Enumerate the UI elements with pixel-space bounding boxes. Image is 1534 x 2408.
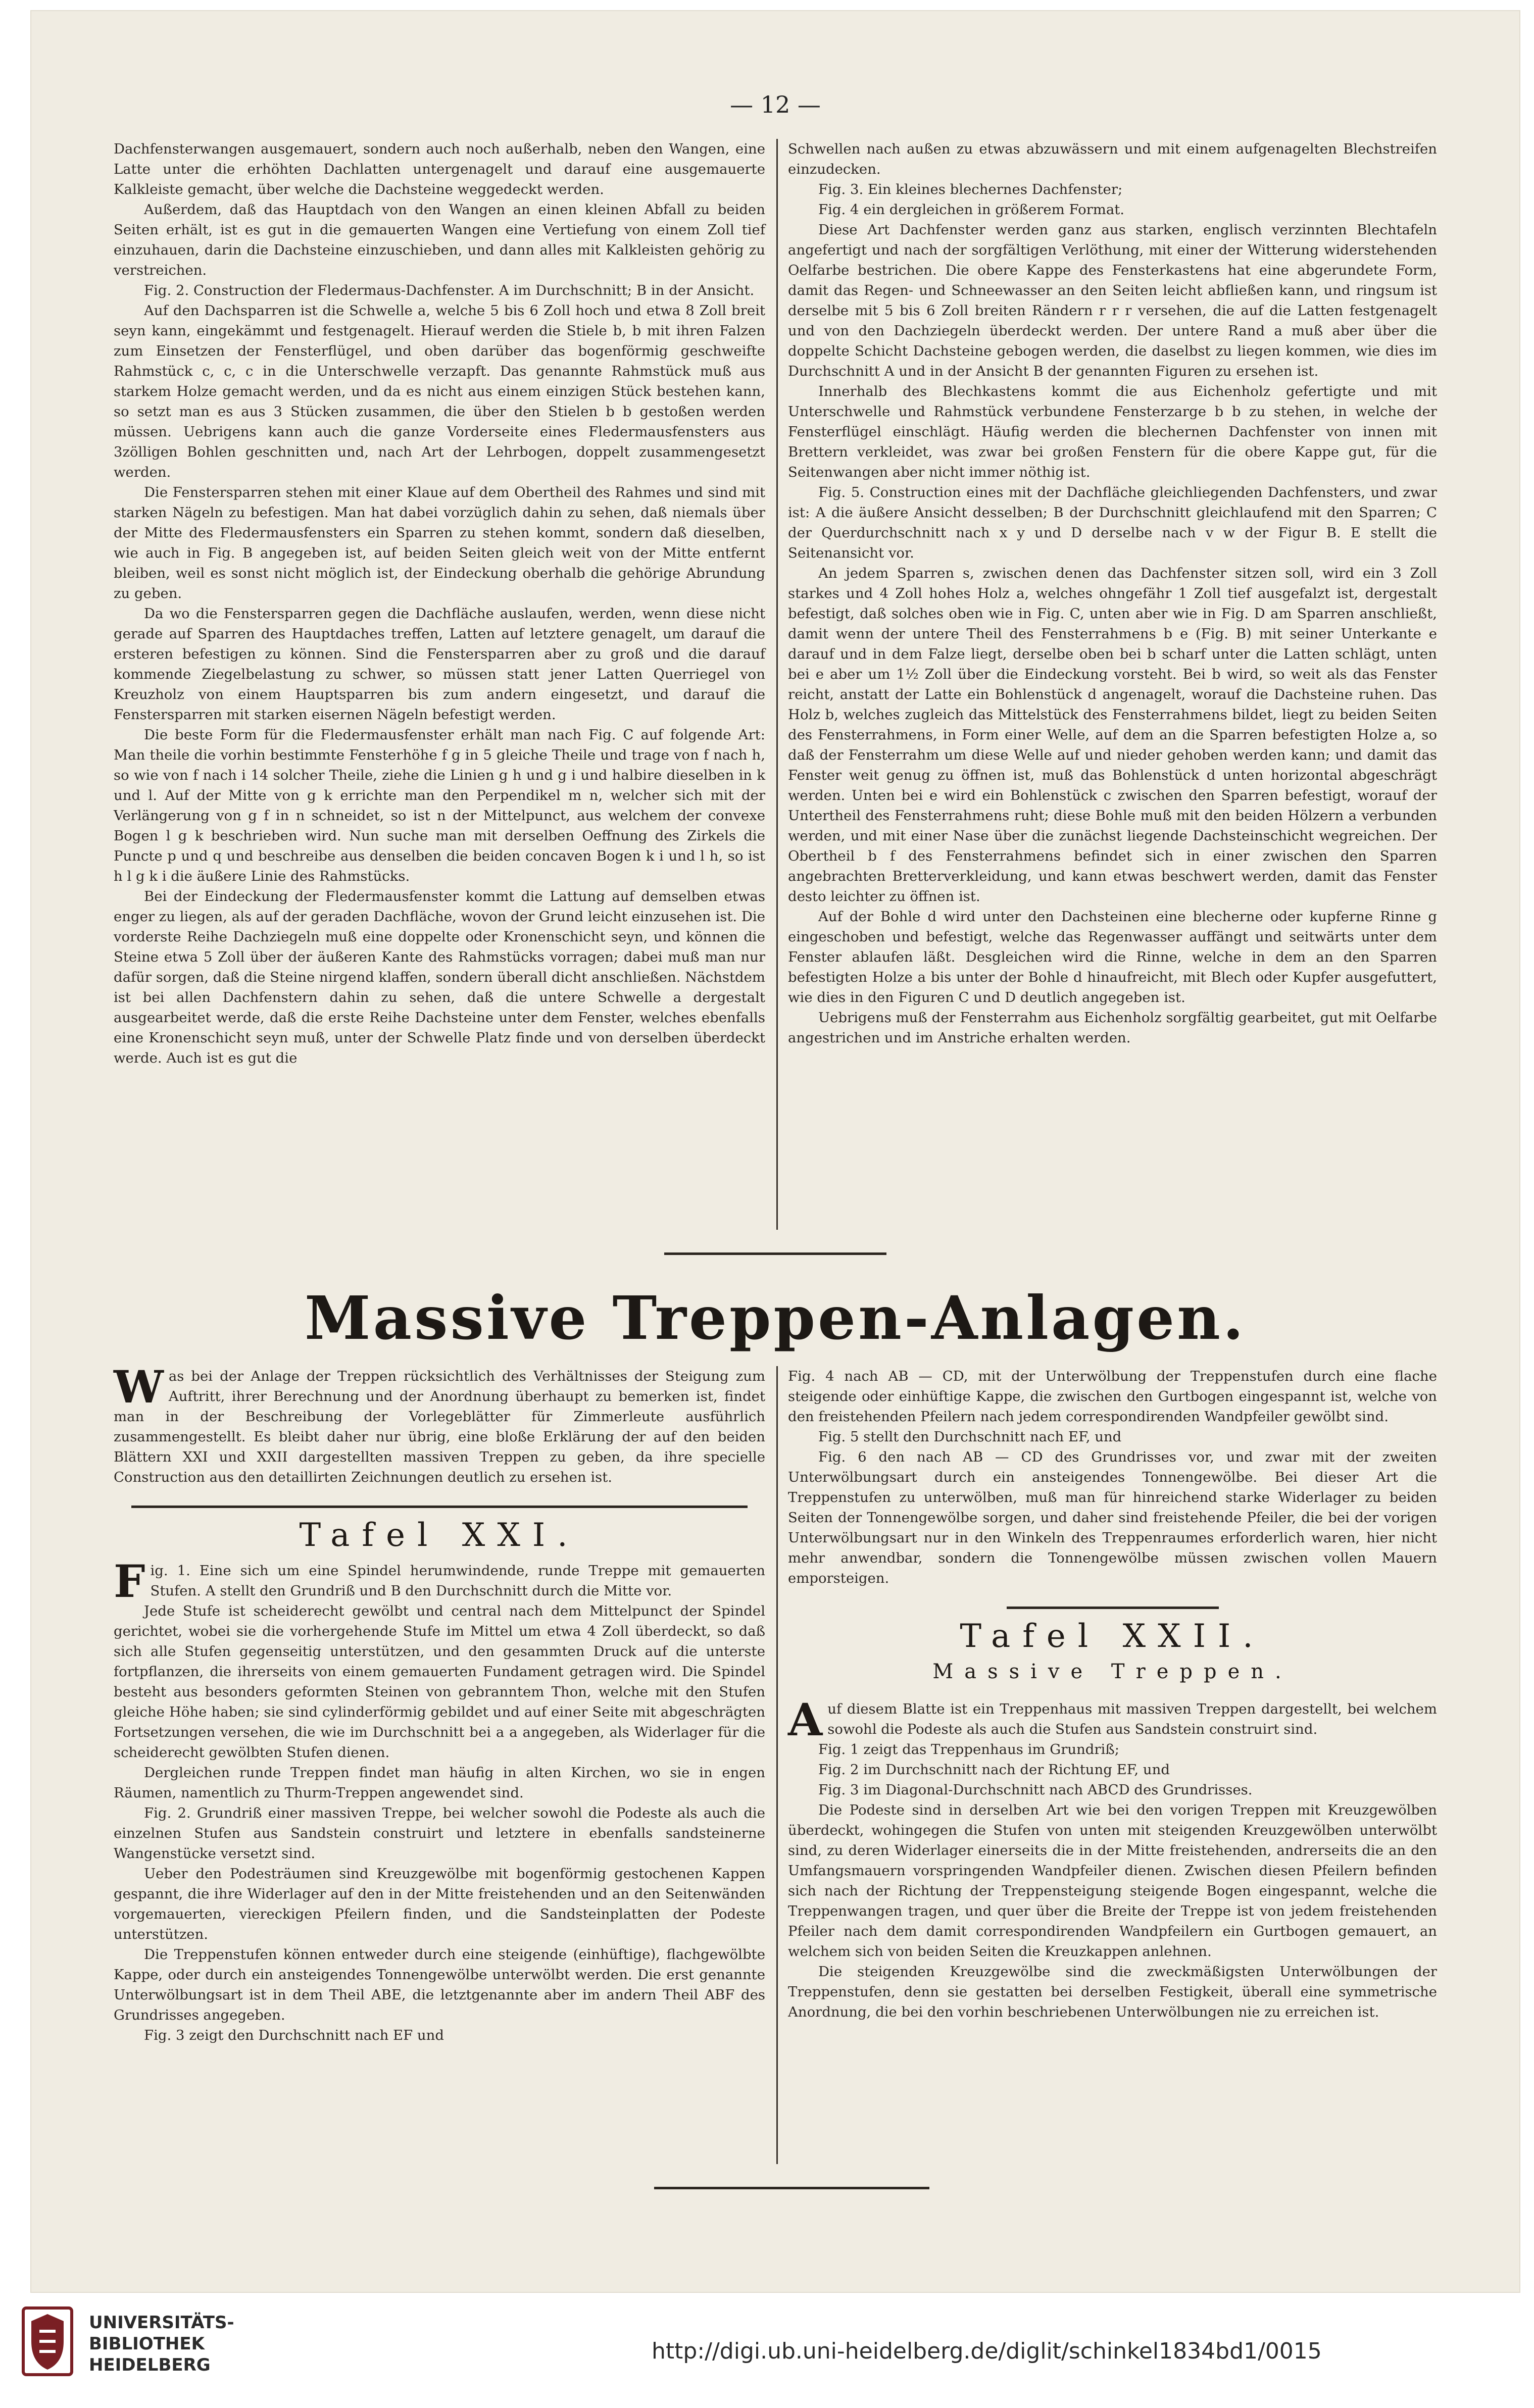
section-rule-top [664, 1252, 886, 1255]
paragraph: Dergleichen runde Treppen findet man häufig in alten Kirchen, wo sie in engen Räumen, namentlich zu Thurm-Treppen angewendet sind. [114, 1765, 765, 1801]
paragraph: Die steigenden Kreuzgewölbe sind die zweckmäßigsten Unterwölbungen der Treppenstufen, denn sie gestatten bei derselben Festigkeit, überall eine symmetrische Anordnung, die bei den vorhin beschriebenen Unterwölbungen nie zu erreichen ist. [788, 1964, 1437, 2020]
paragraph: Die Treppenstufen können entweder durch eine steigende (einhüftige), flachgewölbte Kappe, oder durch ein ansteigendes Tonnengewölbe unterwölbt werden. Die erst genannte Unterwölbungsart ist in dem Theil ABE, die letztgenannte aber im andern Theil ABF des Grundrisses angegeben. [114, 1946, 765, 2023]
paragraph: Auf der Bohle d wird unter den Dachsteinen eine blecherne oder kupferne Rinne g eingeschoben und befestigt, welche das Regenwasser auffängt und seitwärts unter dem Fenster ablaufen läßt. Desgleichen wird die Rinne, welche in dem an den Sparren befestigten Holze a bis unter der Bohle d hinaufreicht, mit Blech oder Kupfer ausgefuttert, wie dies in den Figuren C und D deutlich angegeben ist. [788, 909, 1437, 1006]
paragraph: Die Fenstersparren stehen mit einer Klaue auf dem Obertheil des Rahmes und sind mit starken Nägeln zu befestigen. Man hat dabei vorzüglich dahin zu sehen, daß niemals über der Mitte des Fledermausfensters ein Sparren zu stehen kommt, sondern daß dieselben, wie auch in Fig. B angegeben ist, auf beiden Seiten gleich weit von der Mitte entfernt bleiben, weil es sonst nicht möglich ist, der Eindeckung oberhalb die gehörige Abrundung zu geben. [114, 484, 765, 601]
paragraph: Diese Art Dachfenster werden ganz aus starken, englisch verzinnten Blechtafeln angefertigt und nach der sorgfältigen Verlöthung, mit einer der Witterung widerstehenden Oelfarbe bestrichen. Die obere Kappe des Fensterkastens hat eine abgerundete Form, damit das Regen- und Schneewasser an den Seiten leicht abfließen kann, und ringsum ist derselbe mit 5 bis 6 Zoll breiten Rändern r r r versehen, die auf die Latten festgenagelt und von den Dachziegeln überdeckt werden. Der untere Rand a muß aber über die doppelte Schicht Dachsteine gebogen werden, die daselbst zu liegen kommen, wie dies im Durchschnitt A und in der Ansicht B der genannten Figuren zu ersehen ist. [788, 222, 1437, 379]
lower-left-column [114, 1361, 765, 2045]
paragraph: Die beste Form für die Fledermausfenster erhält man nach Fig. C auf folgende Art: Man theile die vorhin bestimmte Fensterhöhe f g in 5 gleiche Theile und trage von f nach h, so wie von f nach i 14 solcher Theile, ziehe die Linien g h und g i und halbire dieselben in k und l. Auf der Mitte von g k errichte man den Perpendikel m n, welcher sich mit der Verlängerung von g f in n schneidet, so ist n der Mittelpunct, aus welchem der convexe Bogen l g k beschrieben wird. Nun suche man mit derselben Oeffnung des Zirkels die Puncte p und q und beschreibe aus denselben die beiden concaven Bogen k i und l h, so ist h l g k i die äußere Linie des Rahmstücks. [114, 727, 765, 884]
library-name-line: BIBLIOTHEK [89, 2334, 205, 2354]
paragraph: Innerhalb des Blechkastens kommt die aus Eichenholz gefertigte und mit Unterschwelle und Rahmstück verbundene Fensterzarge b b zu stehen, in welche der Fensterflügel einschlägt. Häufig werden die blechernen Dachfenster von innen mit Brettern verkleidet, was zwar bei großen Fenstern für die obere Kappe gut, für die Seitenwangen aber nicht immer nöthig ist. [788, 383, 1437, 480]
intro-paragraph [114, 1361, 765, 1487]
library-name [89, 2312, 234, 2376]
library-name-line: UNIVERSITÄTS- [89, 2313, 234, 2333]
paragraph: Fig. 3. Ein kleines blechernes Dachfenster; [818, 181, 1123, 197]
paragraph: Bei der Eindeckung der Fledermausfenster kommt die Lattung auf demselben etwas enger zu liegen, als auf der geraden Dachfläche, wovon der Grund leicht einzusehen ist. Die vorderste Reihe Dachziegeln muß eine doppelte oder Kronenschicht seyn, und können die Steine etwa 5 Zoll über der äußeren Kante des Rahmstücks vorragen; dabei muß man nur dafür sorgen, daß die Steine nirgend klaffen, sondern überall dicht anschließen. Nächstdem ist bei allen Dachfenstern dahin zu sehen, daß die untere Schwelle a dergestalt ausgearbeitet werde, daß die erste Reihe Dachsteine unter dem Fenster, welches ebenfalls eine Kronenschicht seyn muß, unter der Schwelle Platz finde und von derselben überdeckt werde. Auch ist es gut die [114, 888, 765, 1066]
library-footer [0, 2293, 1534, 2408]
paragraph: Schwellen nach außen zu etwas abzuwässern und mit einem aufgenagelten Blechstreifen einzudecken. [788, 141, 1437, 177]
paragraph: Fig. 4 ein dergleichen in größerem Format. [818, 202, 1125, 218]
tafel-xxi-heading: Tafel XXI. [299, 1517, 580, 1554]
tafel-xxi-first-paragraph [114, 1555, 765, 1608]
tafel-xxii-heading: Tafel XXII. [960, 1618, 1265, 1655]
figure-line: Fig. 2 im Durchschnitt nach der Richtung EF, und [818, 1762, 1170, 1778]
dropcap-letter: F [114, 1555, 145, 1608]
source-url[interactable]: http://digi.ub.uni-heidelberg.de/diglit/schinkel1834bd1/0015 [652, 2338, 1322, 2364]
paragraph: Uebrigens muß der Fensterrahm aus Eichenholz sorgfältig gearbeitet, gut mit Oelfarbe angestrichen und im Anstriche erhalten werden. [788, 1010, 1437, 1046]
paragraph: Jede Stufe ist scheiderecht gewölbt und central nach dem Mittelpunct der Spindel gerichtet, wobei sie die vorhergehende Stufe im Mittel um etwa 4 Zoll überdeckt, so daß sich alle Stufen gegenseitig unterstützen, und den gesammten Druck auf die unterste fortpflanzen, die ihrerseits von einem gemauerten Fundament getragen wird. Die Spindel besteht aus besonders geformten Steinen von gebranntem Thon, welche mit den Stufen gleiche Höhe haben; sie sind cylinderförmig gebildet und auf einer Seite mit abgeschrägten Fortsetzungen versehen, die wie im Durchschnitt bei a a angegeben, als Widerlager für die scheiderecht gewölbten Stufen dienen. [114, 1603, 765, 1761]
university-seal-icon [21, 2306, 74, 2377]
scanned-page [30, 10, 1520, 2293]
intro-text: as bei der Anlage der Treppen rücksichtlich des Verhältnisses der Steigung zum Auftritt, ihrer Berechnung und der Anordnung überhaupt zu bemerken ist, findet man in der Beschreibung der Vorlegeblätter für Zimmerleute ausführlich zusammengestellt. Es bleibt daher nur übrig, eine bloße Erklärung der auf den beiden Blättern XXI und XXII dargestellten massiven Treppen zu geben, da ihre specielle Construction aus den detaillirten Zeichnungen deutlich zu ersehen ist. [114, 1368, 765, 1485]
paragraph: Dachfensterwangen ausgemauert, sondern auch noch außerhalb, neben den Wangen, eine Latte unter die erhöhten Dachlatten untergenagelt und darauf eine ausgemauerte Kalkleiste gemacht, über welche die Dachsteine weggedeckt werden. [114, 141, 765, 197]
tafel-xxii-first-paragraph [788, 1693, 1437, 1746]
upper-left-column [114, 139, 765, 1068]
section-title: Massive Treppen-Anlagen. [305, 1283, 1246, 1353]
paragraph: Fig. 2. Grundriß einer massiven Treppe, bei welcher sowohl die Podeste als auch die einzelnen Stufen aus Sandstein construirt und letztere in ebenfalls sandsteinerne Wangenstücke versetzt sind. [114, 1805, 765, 1862]
paragraph: Da wo die Fenstersparren gegen die Dachfläche auslaufen, werden, wenn diese nicht gerade auf Sparren des Hauptdaches treffen, Latten auf letztere genagelt, um darauf die ersteren befestigen zu können. Sind die Fenstersparren aber zu groß und die darauf kommende Ziegelbelastung zu schwer, so müssen statt jener Latten Querriegel von Kreuzholz von einem Hauptsparren bis zum andern eingesetzt, und darauf die Fenstersparren mit starken eisernen Nägeln befestigt werden. [114, 606, 765, 723]
paragraph-text: uf diesem Blatte ist ein Treppenhaus mit massiven Treppen dargestellt, bei welchem sowohl die Podeste als auch die Stufen aus Sandstein construirt sind. [827, 1701, 1437, 1737]
lower-right-column [788, 1366, 1437, 2022]
paragraph: Fig. 5. Construction eines mit der Dachfläche gleichliegenden Dachfensters, und zwar ist: A die äußere Ansicht desselben; B der Durchschnitt gleichlaufend mit den Sparren; C der Querdurchschnitt nach x y und D derselbe nach v w der Figur B. E stellt die Seitenansicht vor. [788, 484, 1437, 561]
dropcap-letter: A [788, 1693, 823, 1746]
dropcap-letter: W [114, 1361, 164, 1413]
paragraph-text: ig. 1. Eine sich um eine Spindel herumwindende, runde Treppe mit gemauerten Stufen. A stellt den Grundriß und B den Durchschnitt durch die Mitte vor. [150, 1563, 765, 1599]
library-name-line: HEIDELBERG [89, 2355, 211, 2375]
paragraph: Fig. 6 den nach AB — CD des Grundrisses vor, und zwar mit der zweiten Unterwölbungsart durch ein ansteigendes Tonnengewölbe. Bei dieser Art die Treppenstufen zu unterwölben, muß man für hinreichend starke Widerlager zu beiden Seiten der Tonnengewölbe sorgen, und daher sind freistehende Pfeiler, die bei der vorigen Unterwölbungsart nur in den Winkeln des Treppenraumes erforderlich waren, hier nicht mehr anwendbar, sondern die Tonnengewölbe müssen zwischen vollen Mauern emporsteigen. [788, 1449, 1437, 1586]
paragraph: Fig. 2. Construction der Fledermaus-Dachfenster. A im Durchschnitt; B in der Ansicht. [144, 282, 755, 298]
column-divider-lower [776, 1366, 778, 2164]
paragraph: An jedem Sparren s, zwischen denen das Dachfenster sitzen soll, wird ein 3 Zoll starkes und 4 Zoll hohes Holz a, welches ohngefähr 1 Zoll tief ausgefalzt ist, dergestalt befestigt, daß solches oben wie in Fig. C, unten aber wie in Fig. D am Sparren anschließt, damit wenn der untere Theil des Fensterrahmens b e (Fig. B) mit seiner Unterkante e darauf und in dem Falze liegt, derselbe oben bei b scharf unter die Latten schlägt, unten bei e aber um 1½ Zoll über die Eindeckung vorsteht. Bei b wird, so weit als das Fenster reicht, anstatt der Latte ein Bohlenstück d angenagelt, worauf die Dachsteine ruhen. Das Holz b, welches zugleich das Mittelstück des Fensterrahmens bildet, liegt zu beiden Seiten des Fensterrahmens, in Form einer Welle, auf dem an die Sparren befestigten Holze a, so daß der Fensterrahm um diese Welle auf und nieder gehoben werden kann; und damit das Fenster weit genug zu öffnen ist, muß das Bohlenstück d unten horizontal abgeschrägt werden. Unten bei e wird ein Bohlenstück c zwischen den Sparren befestigt, worauf der Untertheil des Fensterrahmens ruht; diese Bohle muß mit den beiden Hölzern a verbunden werden, und mit einer Nase über die zunächst liegende Dachsteinschicht wegreichen. Der Obertheil b f des Fensterrahmens befindet sich in einer zwischen den Sparren angebrachten Bretterverkleidung, und kann etwas beschwert werden, damit das Fenster desto leichter zu öffnen ist. [788, 565, 1437, 905]
paragraph: Fig. 4 nach AB — CD, mit der Unterwölbung der Treppenstufen durch eine flache steigende oder einhüftige Kappe, die zwischen den Gurtbogen eingespannt ist, welche von den freistehenden Pfeilern nach jedem correspondirenden Wandpfeiler gewölbt sind. [788, 1368, 1437, 1425]
figure-line: Fig. 3 im Diagonal-Durchschnitt nach ABCD des Grundrisses. [818, 1782, 1253, 1798]
paragraph: Ueber den Podesträumen sind Kreuzgewölbe mit bogenförmig gestochenen Kappen gespannt, die ihre Widerlager auf den in der Mitte freistehenden und an den Seitenwänden vorgemauerten, viereckigen Pfeilern finden, und die Sandsteinplatten der Podeste unterstützen. [114, 1866, 765, 1942]
paragraph: Die Podeste sind in derselben Art wie bei den vorigen Treppen mit Kreuzgewölben überdeckt, wohingegen die Stufen von unten mit steigenden Kreuzgewölben unterwölbt sind, zu deren Widerlager einerseits die in der Mitte freistehenden, andrerseits die an den Umfangsmauern vorspringenden Wandpfeiler dienen. Zwischen diesen Pfeilern befinden sich nach der Richtung der Treppensteigung steigende Bogen eingespannt, welche die Treppenwangen tragen, und quer über die Breite der Treppe ist von jedem freistehenden Pfeiler nach dem damit correspondirenden Wandpfeilern ein Gurtbogen gemauert, an welchem sich von beiden Seiten die Kreuzkappen anlehnen. [788, 1802, 1437, 1960]
intro-rule [131, 1506, 748, 1508]
tafel-xxii-subheading: Massive Treppen. [932, 1660, 1293, 1683]
paragraph: Fig. 3 zeigt den Durchschnitt nach EF und [144, 2027, 444, 2043]
page-number: — 12 — [730, 91, 821, 118]
page-end-rule [654, 2187, 929, 2189]
upper-right-column [788, 139, 1437, 1048]
column-divider-upper [776, 139, 778, 1230]
paragraph: Auf den Dachsparren ist die Schwelle a, welche 5 bis 6 Zoll hoch und etwa 8 Zoll breit seyn kann, eingekämmt und festgenagelt. Hierauf werden die Stiele b, b mit ihren Falzen zum Einsetzen der Fensterflügel, und oben darüber das bogenförmig geschweifte Rahmstück c, c, c in die Unterschwelle verzapft. Das genannte Rahmstück muß aus starkem Holze gemacht werden, und da es nicht aus einem einzigen Stück bestehen kann, so setzt man es aus 3 Stücken zusammen, die über den Stielen b b gestoßen werden müssen. Uebrigens kann auch die ganze Vorderseite eines Fledermausfensters aus 3zölligen Bohlen geschnitten und, nach Art der Lehrbogen, doppelt zusammengesetzt werden. [114, 303, 765, 480]
paragraph: Außerdem, daß das Hauptdach von den Wangen an einen kleinen Abfall zu beiden Seiten erhält, ist es gut in die gemauerten Wangen eine Vertiefung von einem Zoll tief einzuhauen, darin die Dachsteine einzuschieben, und dann alles mit Kalkleisten gehörig zu verstreichen. [114, 202, 765, 278]
tafel-xxii-rule [1007, 1607, 1219, 1609]
figure-line: Fig. 1 zeigt das Treppenhaus im Grundriß; [818, 1741, 1119, 1758]
paragraph: Fig. 5 stellt den Durchschnitt nach EF, und [818, 1429, 1122, 1445]
